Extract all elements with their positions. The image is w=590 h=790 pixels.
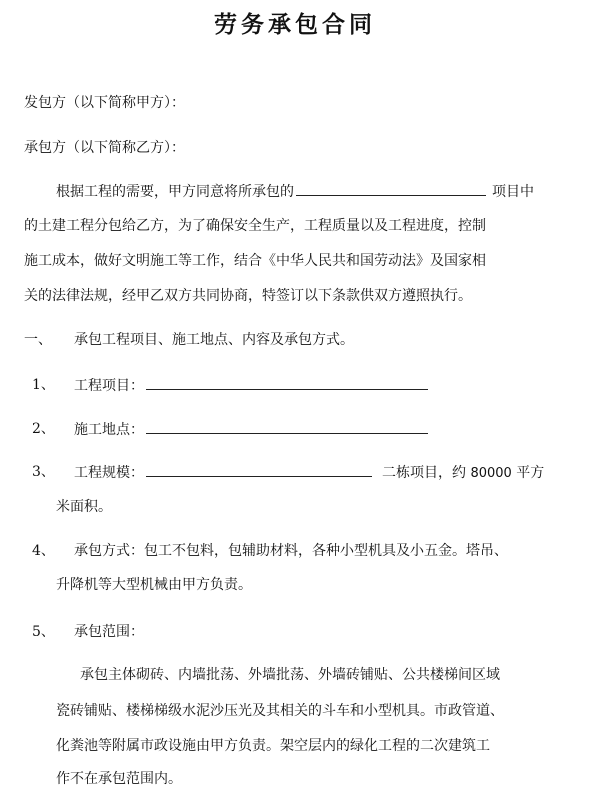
item-3-label: 工程规模： (74, 465, 144, 481)
preamble-line-1-text-b: 项目中 (492, 184, 534, 200)
site-location-blank (146, 421, 428, 434)
project-scale-blank (146, 464, 372, 477)
item-3-number: 3、 (32, 464, 55, 480)
item-5-number: 5、 (32, 624, 55, 640)
item-5-para-line-3: 化粪池等附属市政设施由甲方负责。架空层内的绿化工程的二次建筑工 (56, 738, 490, 754)
preamble-line-4: 关的法律法规，经甲乙双方共同协商，特签订以下条款供双方遵照执行。 (24, 288, 472, 304)
item-1-number: 1、 (32, 377, 55, 393)
preamble-line-1-text-a: 根据工程的需要，甲方同意将所承包的 (56, 184, 294, 200)
contract-title: 劳务承包合同 (214, 11, 376, 38)
item-1-line (74, 377, 428, 394)
item-2-label: 施工地点： (74, 422, 144, 438)
project-item-blank (146, 377, 428, 390)
item-4-line-2: 升降机等大型机械由甲方负责。 (56, 577, 252, 593)
item-2-line (74, 421, 428, 438)
item-2-number: 2、 (32, 421, 55, 437)
preamble-line-3: 施工成本，做好文明施工等工作，结合《中华人民共和国劳动法》及国家相 (24, 253, 486, 269)
preamble-line-2: 的土建工程分包给乙方，为了确保安全生产，工程质量以及工程进度，控制 (24, 218, 486, 234)
item-3-unit: 平方 (516, 465, 545, 481)
item-1-label: 工程项目： (74, 378, 144, 394)
item-4-number: 4、 (32, 543, 55, 559)
item-5-para-line-1: 承包主体砌砖、内墙批荡、外墙批荡、外墙砖铺贴、公共楼梯间区域 (80, 667, 500, 683)
item-3-line (74, 464, 544, 482)
item-3-continuation: 米面积。 (56, 499, 112, 515)
preamble-line-1 (56, 183, 534, 200)
section-1-number: 一、 (24, 332, 52, 348)
section-1-heading: 承包工程项目、施工地点、内容及承包方式。 (74, 332, 354, 348)
item-3-area-value: 80000 (470, 466, 512, 481)
item-4-line-1: 承包方式：包工不包料，包辅助材料，各种小型机具及小五金。塔吊、 (74, 543, 508, 559)
project-name-blank (296, 183, 486, 196)
party-b-line: 承包方（以下简称乙方）： (24, 140, 185, 156)
item-3-after-blank: 二栋项目，约 (382, 465, 466, 481)
item-5-para-line-4: 作不在承包范围内。 (56, 771, 182, 787)
party-a-line: 发包方（以下简称甲方）： (24, 95, 185, 111)
item-5-label: 承包范围： (74, 624, 144, 640)
item-5-para-line-2: 瓷砖铺贴、楼梯梯级水泥沙压光及其相关的斗车和小型机具。市政管道、 (56, 703, 504, 719)
